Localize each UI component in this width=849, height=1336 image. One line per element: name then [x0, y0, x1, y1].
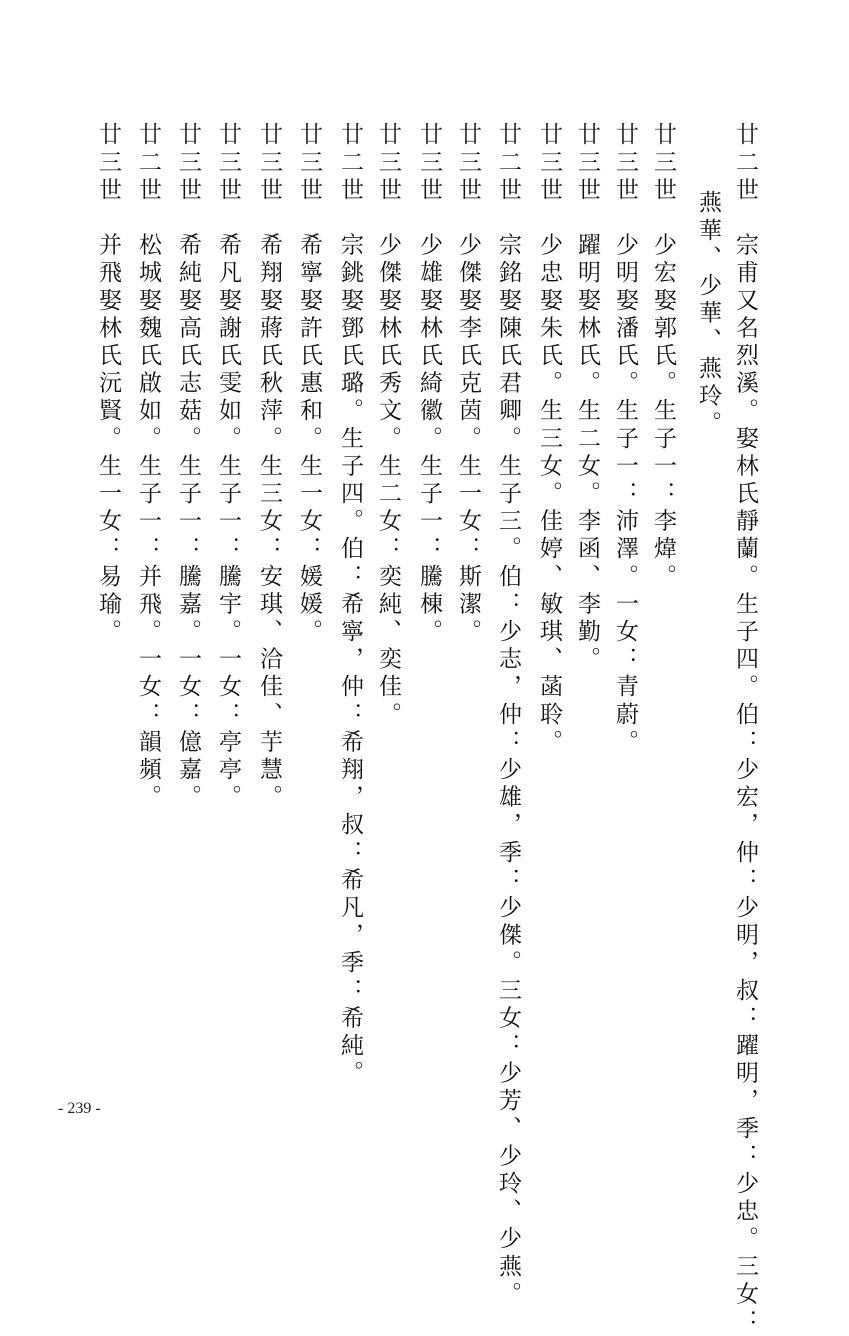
- genealogy-entry-songcheng: 廿二世 松城娶魏氏啟如。生子一：并飛。一女：韻頻。: [135, 122, 161, 812]
- genealogy-entry-shaoming: 廿三世 少明娶潘氏。生子一：沛澤。一女：青蔚。: [612, 122, 638, 757]
- genealogy-entry-xifan: 廿三世 希凡娶謝氏雯如。生子一：騰宇。一女：亭亭。: [215, 122, 241, 812]
- genealogy-entry-zongfu: 廿二世 宗甫又名烈溪。娶林氏靜蘭。生子四。伯：少宏，仲：少明，叔：躍明，季：少忠。三女：: [732, 122, 758, 1336]
- genealogy-entry-zongming: 廿二世 宗銘娶陳氏君卿。生子三。伯：少志，仲：少雄，季：少傑。三女：少芳、少玲、少燕。: [495, 122, 521, 1309]
- genealogy-entry-xixiang: 廿三世 希翔娶蔣氏秋萍。生三女：安琪、洽佳、芋慧。: [256, 122, 282, 812]
- genealogy-entry-shaojie-li: 廿三世 少傑娶李氏克茵。生一女：斯潔。: [455, 122, 481, 647]
- genealogy-entry-shaoxiong: 廿三世 少雄娶林氏綺徽。生子一：騰棟。: [416, 122, 442, 647]
- genealogy-entry-shaohong: 廿三世 少宏娶郭氏。生子一：李煒。: [650, 122, 676, 592]
- genealogy-entry-shaozhong: 廿三世 少忠娶朱氏。生三女。佳婷、敏琪、菡聆。: [536, 122, 562, 757]
- genealogy-entry-xining: 廿三世 希寧娶許氏惠和。生一女：媛媛。: [296, 122, 322, 647]
- genealogy-entry-zongfu-cont: 燕華、少華、燕玲。: [695, 190, 721, 439]
- genealogy-entry-yueming: 廿三世 躍明娶林氏。生二女。李函、李勤。: [574, 122, 600, 674]
- genealogy-entry-bingfei: 廿三世 并飛娶林氏沅賢。生一女：易瑜。: [95, 122, 121, 647]
- genealogy-entry-zongyao: 廿二世 宗銚娶鄧氏璐。生子四。伯：希寧，仲：希翔，叔：希凡，季：希純。: [337, 122, 363, 1088]
- genealogy-entry-shaojie-lin: 廿三世 少傑娶林氏秀文。生二女：奕純、奕佳。: [375, 122, 401, 730]
- genealogy-entry-xichun: 廿三世 希純娶高氏志菇。生子一：騰嘉。一女：億嘉。: [175, 122, 201, 812]
- page-number: - 239 -: [58, 1100, 101, 1117]
